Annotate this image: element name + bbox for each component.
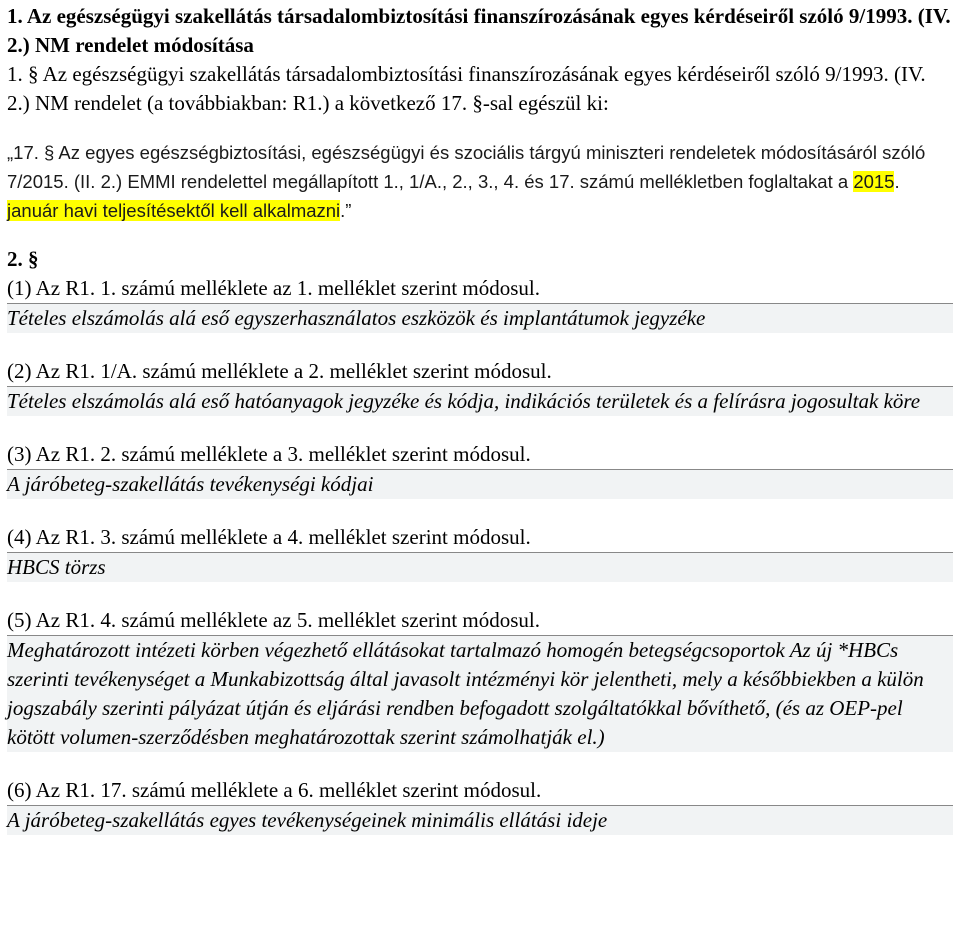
document-title: 1. Az egészségügyi szakellátás társadalombiztosítási finanszírozásának egyes kérdéseiről szóló 9/1993. (IV. 2.) NM rendelet módosítása xyxy=(7,4,951,57)
quoted-section-17 xyxy=(7,138,953,225)
section-2-heading: 2. § xyxy=(7,247,39,271)
amendment-annex-title: A járóbeteg-szakellátás tevékenységi kódjai xyxy=(7,469,953,499)
amendment-line: (5) Az R1. 4. számú melléklete az 5. melléklet szerint módosul. xyxy=(7,608,541,632)
highlight-year: 2015 xyxy=(853,171,895,192)
amendment-2 xyxy=(7,357,953,416)
amendment-line: (6) Az R1. 17. számú melléklete a 6. melléklet szerint módosul. xyxy=(7,778,542,802)
amendment-5 xyxy=(7,606,953,752)
quote-text: „17. § Az egyes egészségbiztosítási, egészségügyi és szociális tárgyú miniszteri rendeletek módosításáról szóló 7/2015. (II. 2.) EMMI rendelettel megállapított 1., 1/A., 2., 3., 4. és 17. számú mellékletben foglaltakat a xyxy=(7,142,926,192)
amendment-4 xyxy=(7,523,953,582)
highlight-phrase: január havi teljesítésektől kell alkalmazni xyxy=(7,200,341,221)
quote-end: .” xyxy=(340,200,352,221)
amendment-3 xyxy=(7,440,953,499)
amendment-line: (4) Az R1. 3. számú melléklete a 4. melléklet szerint módosul. xyxy=(7,525,531,549)
quote-middle: . xyxy=(894,171,900,192)
amendment-annex-title: Meghatározott intézeti körben végezhető ellátásokat tartalmazó homogén betegségcsoportok Az új *HBCs szerinti tevékenységet a Munkabizottság által javasolt intézményi kör jelentheti, mely a későbbiekben a külön jogszabály szerinti pályázat útján és eljárási rendben befogadott szolgáltatókkal bővíthető, (és az OEP-pel kötött volumen-szerződésben meghatározottak szerint számolhatják el.) xyxy=(7,635,953,752)
amendment-1 xyxy=(7,274,953,333)
amendment-line: (1) Az R1. 1. számú melléklete az 1. melléklet szerint módosul. xyxy=(7,276,541,300)
amendment-line: (2) Az R1. 1/A. számú melléklete a 2. melléklet szerint módosul. xyxy=(7,359,552,383)
paragraph-1: 1. § Az egészségügyi szakellátás társadalombiztosítási finanszírozásának egyes kérdéseiről szóló 9/1993. (IV. 2.) NM rendelet (a továbbiakban: R1.) a következő 17. §-sal egészül ki: xyxy=(7,62,926,115)
amendment-annex-title: Tételes elszámolás alá eső egyszerhasználatos eszközök és implantátumok jegyzéke xyxy=(7,303,953,333)
amendment-annex-title: Tételes elszámolás alá eső hatóanyagok jegyzéke és kódja, indikációs területek és a felírásra jogosultak köre xyxy=(7,386,953,416)
amendment-line: (3) Az R1. 2. számú melléklete a 3. melléklet szerint módosul. xyxy=(7,442,531,466)
amendment-6 xyxy=(7,776,953,835)
amendment-annex-title: HBCS törzs xyxy=(7,552,953,582)
amendment-annex-title: A járóbeteg-szakellátás egyes tevékenységeinek minimális ellátási ideje xyxy=(7,805,953,835)
